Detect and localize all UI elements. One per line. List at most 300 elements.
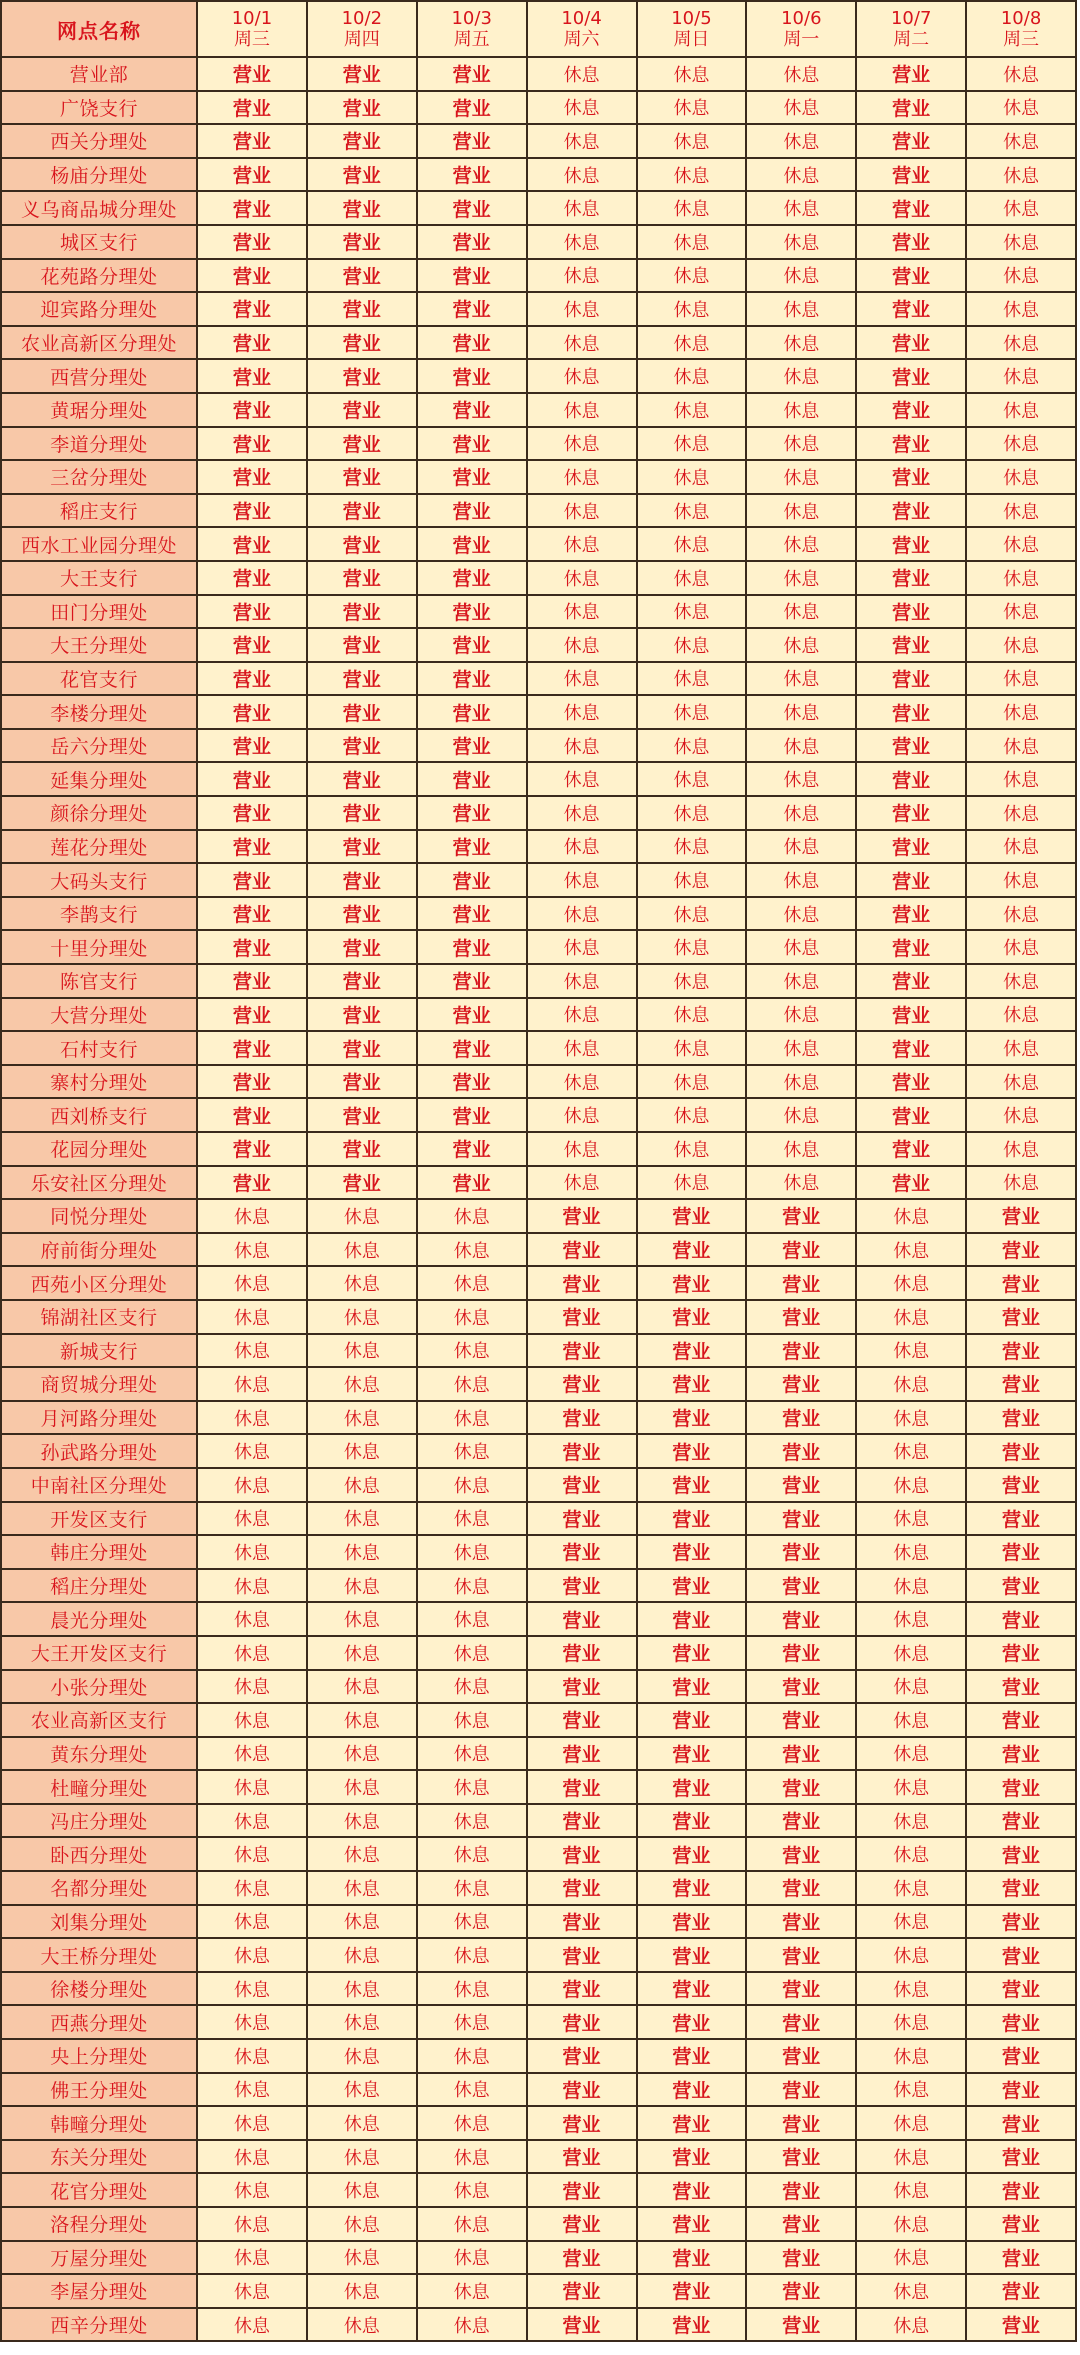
status-cell: 营业 xyxy=(966,2005,1076,2039)
status-cell: 营业 xyxy=(637,2207,747,2241)
status-cell: 休息 xyxy=(527,158,637,192)
status-cell: 休息 xyxy=(856,2005,966,2039)
status-cell: 营业 xyxy=(307,326,417,360)
status-cell: 休息 xyxy=(746,1065,856,1099)
table-row xyxy=(1,494,1076,528)
status-cell: 休息 xyxy=(307,1569,417,1603)
status-cell: 休息 xyxy=(746,292,856,326)
day-weekday: 周五 xyxy=(453,29,490,50)
status-cell: 休息 xyxy=(417,1434,527,1468)
status-cell: 休息 xyxy=(197,1703,307,1737)
branch-name: 万屋分理处 xyxy=(1,2241,197,2275)
status-cell: 休息 xyxy=(197,1367,307,1401)
status-cell: 营业 xyxy=(966,1938,1076,1972)
status-cell: 休息 xyxy=(966,393,1076,427)
table-row xyxy=(1,91,1076,125)
status-cell: 休息 xyxy=(746,863,856,897)
table-row xyxy=(1,1401,1076,1435)
status-cell: 休息 xyxy=(527,998,637,1032)
status-cell: 休息 xyxy=(417,2274,527,2308)
table-row xyxy=(1,2039,1076,2073)
status-cell: 休息 xyxy=(966,259,1076,293)
status-cell: 营业 xyxy=(417,863,527,897)
table-row xyxy=(1,1502,1076,1536)
status-cell: 休息 xyxy=(417,1233,527,1267)
status-cell: 营业 xyxy=(856,662,966,696)
status-cell: 休息 xyxy=(197,1401,307,1435)
status-cell: 休息 xyxy=(637,662,747,696)
status-cell: 休息 xyxy=(856,1401,966,1435)
status-cell: 营业 xyxy=(417,1098,527,1132)
status-cell: 休息 xyxy=(197,1837,307,1871)
status-cell: 营业 xyxy=(637,1938,747,1972)
branch-name: 义乌商品城分理处 xyxy=(1,191,197,225)
status-cell: 休息 xyxy=(197,1905,307,1939)
status-cell: 营业 xyxy=(527,1401,637,1435)
status-cell: 营业 xyxy=(527,1199,637,1233)
status-cell: 休息 xyxy=(637,1166,747,1200)
status-cell: 休息 xyxy=(856,1938,966,1972)
status-cell: 休息 xyxy=(197,2039,307,2073)
status-cell: 休息 xyxy=(307,1837,417,1871)
table-row xyxy=(1,1871,1076,1905)
status-cell: 营业 xyxy=(307,359,417,393)
branch-name: 孙武路分理处 xyxy=(1,1434,197,1468)
table-row xyxy=(1,2140,1076,2174)
status-cell: 营业 xyxy=(527,1938,637,1972)
status-cell: 营业 xyxy=(746,1602,856,1636)
status-cell: 休息 xyxy=(746,1031,856,1065)
status-cell: 休息 xyxy=(307,2039,417,2073)
status-cell: 休息 xyxy=(197,2073,307,2107)
status-cell: 营业 xyxy=(417,561,527,595)
status-cell: 营业 xyxy=(637,1300,747,1334)
status-cell: 营业 xyxy=(307,158,417,192)
status-cell: 营业 xyxy=(966,2207,1076,2241)
status-cell: 营业 xyxy=(417,695,527,729)
status-cell: 休息 xyxy=(307,1938,417,1972)
branch-name: 广饶支行 xyxy=(1,91,197,125)
status-cell: 休息 xyxy=(527,595,637,629)
status-cell: 休息 xyxy=(746,998,856,1032)
branch-name: 黄东分理处 xyxy=(1,1737,197,1771)
status-cell: 休息 xyxy=(637,191,747,225)
status-cell: 营业 xyxy=(527,1434,637,1468)
status-cell: 营业 xyxy=(746,1300,856,1334)
status-cell: 休息 xyxy=(307,1502,417,1536)
status-cell: 休息 xyxy=(197,2106,307,2140)
status-cell: 营业 xyxy=(417,124,527,158)
status-cell: 营业 xyxy=(527,2140,637,2174)
header-row xyxy=(1,1,1076,57)
status-cell: 休息 xyxy=(856,1334,966,1368)
status-cell: 营业 xyxy=(307,124,417,158)
status-cell: 休息 xyxy=(637,292,747,326)
status-cell: 休息 xyxy=(527,259,637,293)
status-cell: 营业 xyxy=(637,1804,747,1838)
status-cell: 营业 xyxy=(746,1468,856,1502)
status-cell: 休息 xyxy=(637,326,747,360)
status-cell: 休息 xyxy=(197,1636,307,1670)
table-row xyxy=(1,863,1076,897)
status-cell: 营业 xyxy=(417,427,527,461)
status-cell: 休息 xyxy=(417,1804,527,1838)
table-row xyxy=(1,1367,1076,1401)
status-cell: 营业 xyxy=(197,124,307,158)
status-cell: 营业 xyxy=(527,1670,637,1704)
status-cell: 休息 xyxy=(307,1804,417,1838)
status-cell: 营业 xyxy=(966,2173,1076,2207)
status-cell: 休息 xyxy=(417,1670,527,1704)
status-cell: 营业 xyxy=(527,1905,637,1939)
status-cell: 营业 xyxy=(856,158,966,192)
status-cell: 休息 xyxy=(966,1031,1076,1065)
table-row xyxy=(1,527,1076,561)
status-cell: 营业 xyxy=(197,259,307,293)
status-cell: 休息 xyxy=(417,1199,527,1233)
branch-name: 杜疃分理处 xyxy=(1,1770,197,1804)
status-cell: 休息 xyxy=(417,1569,527,1603)
status-cell: 休息 xyxy=(197,1434,307,1468)
status-cell: 营业 xyxy=(307,460,417,494)
status-cell: 营业 xyxy=(417,897,527,931)
status-cell: 营业 xyxy=(856,1065,966,1099)
status-cell: 休息 xyxy=(856,2308,966,2342)
table-row xyxy=(1,1434,1076,1468)
status-cell: 营业 xyxy=(637,2274,747,2308)
table-row xyxy=(1,1468,1076,1502)
day-header xyxy=(856,1,966,57)
status-cell: 休息 xyxy=(746,527,856,561)
status-cell: 休息 xyxy=(637,964,747,998)
status-cell: 营业 xyxy=(637,1266,747,1300)
status-cell: 休息 xyxy=(417,2207,527,2241)
status-cell: 休息 xyxy=(307,1636,417,1670)
status-cell: 营业 xyxy=(746,1770,856,1804)
status-cell: 休息 xyxy=(856,1434,966,1468)
day-header xyxy=(527,1,637,57)
status-cell: 营业 xyxy=(307,964,417,998)
status-cell: 营业 xyxy=(527,1871,637,1905)
status-cell: 营业 xyxy=(197,460,307,494)
status-cell: 营业 xyxy=(746,2308,856,2342)
status-cell: 营业 xyxy=(856,393,966,427)
status-cell: 营业 xyxy=(637,1737,747,1771)
table-row xyxy=(1,1737,1076,1771)
status-cell: 营业 xyxy=(307,292,417,326)
status-cell: 营业 xyxy=(637,1972,747,2006)
status-cell: 休息 xyxy=(417,1602,527,1636)
branch-name: 洛程分理处 xyxy=(1,2207,197,2241)
status-cell: 休息 xyxy=(637,494,747,528)
table-row xyxy=(1,1837,1076,1871)
status-cell: 营业 xyxy=(966,2241,1076,2275)
status-cell: 休息 xyxy=(637,359,747,393)
status-cell: 休息 xyxy=(527,326,637,360)
status-cell: 休息 xyxy=(637,57,747,91)
status-cell: 休息 xyxy=(307,1972,417,2006)
branch-name: 大王开发区支行 xyxy=(1,1636,197,1670)
status-cell: 营业 xyxy=(197,863,307,897)
status-cell: 休息 xyxy=(637,124,747,158)
status-cell: 营业 xyxy=(527,2207,637,2241)
status-cell: 营业 xyxy=(966,1905,1076,1939)
status-cell: 休息 xyxy=(966,527,1076,561)
branch-name: 大码头支行 xyxy=(1,863,197,897)
status-cell: 休息 xyxy=(197,1502,307,1536)
status-cell: 休息 xyxy=(527,964,637,998)
status-cell: 营业 xyxy=(307,998,417,1032)
table-row xyxy=(1,561,1076,595)
status-cell: 营业 xyxy=(966,2308,1076,2342)
status-cell: 营业 xyxy=(637,2005,747,2039)
status-cell: 营业 xyxy=(746,1233,856,1267)
branch-name: 名都分理处 xyxy=(1,1871,197,1905)
day-header xyxy=(746,1,856,57)
status-cell: 休息 xyxy=(966,359,1076,393)
status-cell: 营业 xyxy=(746,1972,856,2006)
status-cell: 营业 xyxy=(637,1401,747,1435)
branch-name: 乐安社区分理处 xyxy=(1,1166,197,1200)
status-cell: 营业 xyxy=(856,762,966,796)
status-cell: 休息 xyxy=(856,1266,966,1300)
status-cell: 营业 xyxy=(637,1871,747,1905)
status-cell: 营业 xyxy=(417,292,527,326)
day-date: 10/5 xyxy=(671,8,712,29)
status-cell: 休息 xyxy=(856,1468,966,1502)
table-row xyxy=(1,1602,1076,1636)
status-cell: 休息 xyxy=(966,225,1076,259)
status-cell: 休息 xyxy=(746,494,856,528)
status-cell: 休息 xyxy=(307,2207,417,2241)
status-cell: 休息 xyxy=(966,729,1076,763)
status-cell: 营业 xyxy=(197,930,307,964)
status-cell: 营业 xyxy=(527,1502,637,1536)
status-cell: 休息 xyxy=(527,628,637,662)
status-cell: 营业 xyxy=(527,2106,637,2140)
branch-name: 中南社区分理处 xyxy=(1,1468,197,1502)
status-cell: 营业 xyxy=(197,695,307,729)
status-cell: 营业 xyxy=(746,1367,856,1401)
status-cell: 休息 xyxy=(746,427,856,461)
status-cell: 营业 xyxy=(746,1804,856,1838)
table-row xyxy=(1,259,1076,293)
table-row xyxy=(1,1636,1076,1670)
branch-name: 花园分理处 xyxy=(1,1132,197,1166)
branch-name: 新城支行 xyxy=(1,1334,197,1368)
branch-name: 锦湖社区支行 xyxy=(1,1300,197,1334)
status-cell: 营业 xyxy=(637,1602,747,1636)
status-cell: 休息 xyxy=(307,2005,417,2039)
status-cell: 休息 xyxy=(856,1636,966,1670)
status-cell: 休息 xyxy=(966,427,1076,461)
table-row xyxy=(1,1569,1076,1603)
status-cell: 营业 xyxy=(856,897,966,931)
day-weekday: 周六 xyxy=(563,29,600,50)
status-cell: 营业 xyxy=(417,729,527,763)
status-cell: 营业 xyxy=(856,695,966,729)
status-cell: 营业 xyxy=(197,1031,307,1065)
status-cell: 营业 xyxy=(637,1199,747,1233)
status-cell: 营业 xyxy=(746,1938,856,1972)
status-cell: 休息 xyxy=(417,1905,527,1939)
table-row xyxy=(1,1905,1076,1939)
status-cell: 营业 xyxy=(966,1804,1076,1838)
branch-name: 岳六分理处 xyxy=(1,729,197,763)
status-cell: 营业 xyxy=(197,527,307,561)
status-cell: 休息 xyxy=(856,1770,966,1804)
status-cell: 休息 xyxy=(307,1602,417,1636)
status-cell: 休息 xyxy=(856,1569,966,1603)
status-cell: 休息 xyxy=(746,662,856,696)
branch-name: 西水工业园分理处 xyxy=(1,527,197,561)
status-cell: 休息 xyxy=(856,2106,966,2140)
table-row xyxy=(1,1770,1076,1804)
status-cell: 休息 xyxy=(966,326,1076,360)
status-cell: 营业 xyxy=(527,1972,637,2006)
status-cell: 营业 xyxy=(966,2106,1076,2140)
branch-name: 李鹊支行 xyxy=(1,897,197,931)
status-cell: 营业 xyxy=(637,1468,747,1502)
branch-name: 大王桥分理处 xyxy=(1,1938,197,1972)
status-cell: 营业 xyxy=(746,1502,856,1536)
status-cell: 休息 xyxy=(417,1636,527,1670)
status-cell: 营业 xyxy=(637,2308,747,2342)
status-cell: 营业 xyxy=(856,191,966,225)
table-row xyxy=(1,2207,1076,2241)
status-cell: 休息 xyxy=(307,1199,417,1233)
status-cell: 营业 xyxy=(307,259,417,293)
status-cell: 休息 xyxy=(637,595,747,629)
status-cell: 休息 xyxy=(527,225,637,259)
branch-name: 大王分理处 xyxy=(1,628,197,662)
branch-name: 晨光分理处 xyxy=(1,1602,197,1636)
branch-name: 寨村分理处 xyxy=(1,1065,197,1099)
status-cell: 休息 xyxy=(637,1031,747,1065)
branch-name: 西刘桥支行 xyxy=(1,1098,197,1132)
status-cell: 休息 xyxy=(307,1300,417,1334)
status-cell: 休息 xyxy=(637,1098,747,1132)
branch-name: 西营分理处 xyxy=(1,359,197,393)
status-cell: 休息 xyxy=(966,1132,1076,1166)
status-cell: 休息 xyxy=(856,1670,966,1704)
status-cell: 营业 xyxy=(856,1031,966,1065)
branch-name-header: 网点名称 xyxy=(1,1,197,57)
status-cell: 营业 xyxy=(307,695,417,729)
branch-name: 李楼分理处 xyxy=(1,695,197,729)
status-cell: 休息 xyxy=(527,57,637,91)
status-cell: 营业 xyxy=(527,1837,637,1871)
table-row xyxy=(1,1972,1076,2006)
status-cell: 休息 xyxy=(637,1132,747,1166)
status-cell: 休息 xyxy=(746,628,856,662)
status-cell: 营业 xyxy=(197,796,307,830)
status-cell: 休息 xyxy=(856,1300,966,1334)
status-cell: 营业 xyxy=(307,1166,417,1200)
branch-name: 延集分理处 xyxy=(1,762,197,796)
status-cell: 休息 xyxy=(856,1737,966,1771)
status-cell: 营业 xyxy=(417,1132,527,1166)
status-cell: 营业 xyxy=(966,1871,1076,1905)
status-cell: 休息 xyxy=(197,1468,307,1502)
branch-name: 同悦分理处 xyxy=(1,1199,197,1233)
status-cell: 营业 xyxy=(856,427,966,461)
status-cell: 营业 xyxy=(197,91,307,125)
status-cell: 休息 xyxy=(197,2241,307,2275)
status-cell: 营业 xyxy=(856,57,966,91)
status-cell: 营业 xyxy=(527,1770,637,1804)
status-cell: 营业 xyxy=(527,1636,637,1670)
status-cell: 营业 xyxy=(417,830,527,864)
status-cell: 休息 xyxy=(856,1871,966,1905)
status-cell: 营业 xyxy=(307,796,417,830)
table-row xyxy=(1,1132,1076,1166)
table-row xyxy=(1,1166,1076,1200)
status-cell: 营业 xyxy=(746,2274,856,2308)
branch-name: 商贸城分理处 xyxy=(1,1367,197,1401)
status-cell: 营业 xyxy=(856,729,966,763)
table-row xyxy=(1,628,1076,662)
table-row xyxy=(1,830,1076,864)
status-cell: 营业 xyxy=(966,1401,1076,1435)
status-cell: 营业 xyxy=(197,998,307,1032)
status-cell: 休息 xyxy=(746,57,856,91)
status-cell: 休息 xyxy=(417,2073,527,2107)
status-cell: 休息 xyxy=(966,695,1076,729)
status-cell: 休息 xyxy=(637,930,747,964)
table-row xyxy=(1,460,1076,494)
status-cell: 休息 xyxy=(856,1199,966,1233)
status-cell: 休息 xyxy=(307,2308,417,2342)
status-cell: 营业 xyxy=(307,930,417,964)
branch-name: 西关分理处 xyxy=(1,124,197,158)
status-cell: 休息 xyxy=(966,830,1076,864)
status-cell: 休息 xyxy=(637,393,747,427)
branch-name: 徐楼分理处 xyxy=(1,1972,197,2006)
status-cell: 营业 xyxy=(527,1804,637,1838)
table-row xyxy=(1,595,1076,629)
status-cell: 营业 xyxy=(417,595,527,629)
status-cell: 营业 xyxy=(417,158,527,192)
table-row xyxy=(1,695,1076,729)
status-cell: 休息 xyxy=(197,1233,307,1267)
table-row xyxy=(1,930,1076,964)
status-cell: 营业 xyxy=(307,91,417,125)
status-cell: 休息 xyxy=(746,326,856,360)
status-cell: 休息 xyxy=(307,1703,417,1737)
status-cell: 营业 xyxy=(417,762,527,796)
day-date: 10/2 xyxy=(341,8,383,29)
branch-name: 开发区支行 xyxy=(1,1502,197,1536)
status-cell: 休息 xyxy=(417,2106,527,2140)
branch-name: 杨庙分理处 xyxy=(1,158,197,192)
status-cell: 营业 xyxy=(527,1602,637,1636)
status-cell: 营业 xyxy=(197,762,307,796)
table-row xyxy=(1,1300,1076,1334)
status-cell: 营业 xyxy=(527,2308,637,2342)
status-cell: 营业 xyxy=(417,393,527,427)
status-cell: 休息 xyxy=(527,796,637,830)
status-cell: 营业 xyxy=(527,1300,637,1334)
status-cell: 休息 xyxy=(527,863,637,897)
status-cell: 营业 xyxy=(637,1569,747,1603)
status-cell: 营业 xyxy=(307,1098,417,1132)
status-cell: 营业 xyxy=(746,1871,856,1905)
branch-name: 石村支行 xyxy=(1,1031,197,1065)
status-cell: 休息 xyxy=(746,124,856,158)
status-cell: 休息 xyxy=(746,561,856,595)
branch-name: 黄琚分理处 xyxy=(1,393,197,427)
